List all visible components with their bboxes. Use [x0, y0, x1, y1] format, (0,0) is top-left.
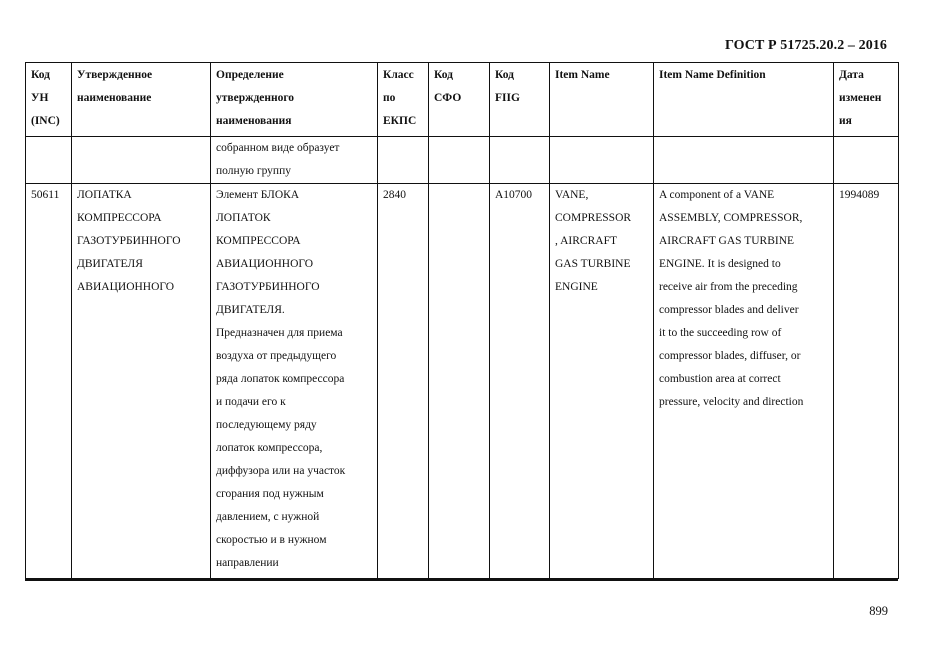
header-item-name-definition: Item Name Definition: [654, 63, 834, 137]
cell-sfo-code: [429, 137, 490, 184]
cell-definition: собранном виде образует полную группу: [211, 137, 378, 184]
header-approved-name: Утвержденное наименование: [72, 63, 211, 137]
cell-item-name-definition: [654, 137, 834, 184]
header-fiig-code: Код FIIG: [490, 63, 550, 137]
cell-inc-code: 50611: [26, 184, 72, 579]
header-item-name: Item Name: [550, 63, 654, 137]
continuation-row: [26, 137, 899, 184]
cell-ekps-class: [378, 137, 429, 184]
cell-approved-name: ЛОПАТКА КОМПРЕССОРА ГАЗОТУРБИННОГО ДВИГАТЕЛЯ АВИАЦИОННОГО: [72, 184, 211, 579]
cell-fiig-code: A10700: [490, 184, 550, 579]
cell-sfo-code: [429, 184, 490, 579]
table-row: [26, 184, 899, 579]
cell-definition: Элемент БЛОКА ЛОПАТОК КОМПРЕССОРА АВИАЦИОННОГО ГАЗОТУРБИННОГО ДВИГАТЕЛЯ. Предназначен для приема воздуха от предыдущего ряда лопаток компрессора и подачи его к последующему ряду лопаток компрессора, диффузора или на участок сгорания под нужным давлением, с нужной скоростью и в нужном направлении: [211, 184, 378, 579]
header-ekps-class: Класс по ЕКПС: [378, 63, 429, 137]
header-definition: Определение утвержденного наименования: [211, 63, 378, 137]
cell-inc-code: [26, 137, 72, 184]
table-header-row: [26, 63, 899, 137]
cell-item-name: VANE, COMPRESSOR , AIRCRAFT GAS TURBINE ENGINE: [550, 184, 654, 579]
document-header: ГОСТ Р 51725.20.2 – 2016: [724, 38, 887, 53]
page-number: 899: [869, 604, 888, 618]
cell-change-date: [834, 137, 899, 184]
cell-item-name: [550, 137, 654, 184]
header-inc-code: Код УН (INC): [26, 63, 72, 137]
cell-fiig-code: [490, 137, 550, 184]
classification-table: [25, 62, 899, 579]
cell-change-date: 1994089: [834, 184, 899, 579]
cell-approved-name: [72, 137, 211, 184]
cell-item-name-definition: A component of a VANE ASSEMBLY, COMPRESSOR, AIRCRAFT GAS TURBINE ENGINE. It is designed to receive air from the preceding compressor blades and deliver it to the succeeding row of compressor blades, diffuser, or combustion area at correct pressure, velocity and direction: [654, 184, 834, 579]
table-bottom-rule: [25, 579, 898, 581]
header-change-date: Дата изменен ия: [834, 63, 899, 137]
header-sfo-code: Код СФО: [429, 63, 490, 137]
cell-ekps-class: 2840: [378, 184, 429, 579]
